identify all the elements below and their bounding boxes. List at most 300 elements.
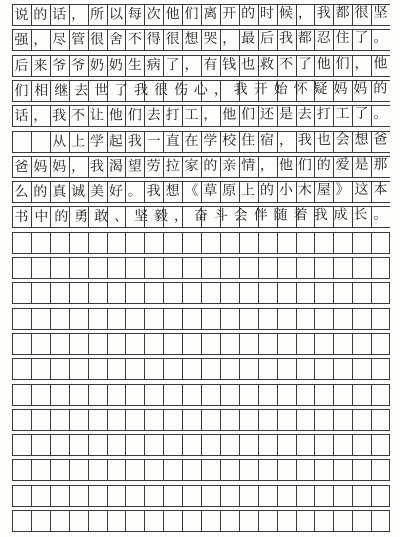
- grid-row: [12, 333, 390, 355]
- grid-cell: [371, 283, 390, 303]
- handwritten-char: 话: [14, 108, 29, 125]
- grid-cell: [182, 410, 201, 430]
- handwritten-char: 怀: [293, 81, 308, 98]
- handwritten-char: 都: [335, 4, 350, 22]
- handwritten-char: 次: [146, 6, 161, 23]
- handwritten-char: 家: [184, 157, 199, 174]
- handwritten-char: 去: [297, 106, 312, 123]
- grid-cell: [333, 486, 352, 506]
- grid-cell: [371, 334, 390, 354]
- grid-cell: [125, 486, 144, 506]
- handwritten-char: 疑: [313, 81, 328, 98]
- handwritten-char: 望: [127, 158, 142, 175]
- grid-cell: [163, 283, 182, 303]
- handwritten-char: 毅: [153, 208, 169, 225]
- grid-cell: [12, 486, 31, 506]
- grid-cell: [201, 309, 220, 329]
- grid-cell: [239, 309, 258, 329]
- grid-row: [12, 131, 390, 153]
- handwritten-char: 们: [184, 6, 199, 23]
- handwritten-char: 成: [333, 207, 348, 224]
- handwritten-char: 住: [241, 132, 256, 149]
- grid-cell: [125, 359, 144, 379]
- handwritten-char: 的: [33, 7, 48, 24]
- grid-cell: [220, 486, 239, 506]
- grid-cell: [220, 309, 239, 329]
- grid-cell: [371, 410, 390, 430]
- grid-cell: [12, 258, 31, 278]
- grid-cell: [333, 233, 352, 253]
- handwritten-char: 了: [165, 56, 180, 73]
- grid-cell: [201, 385, 220, 405]
- grid-cell: [333, 511, 352, 531]
- handwritten-char: 住: [335, 30, 350, 47]
- handwritten-char: 病: [146, 56, 161, 73]
- handwritten-char: 爸: [14, 159, 29, 176]
- grid-cell: [314, 258, 333, 278]
- grid-cell: [258, 233, 277, 253]
- handwritten-char: 勇: [74, 209, 89, 226]
- handwritten-char: [31, 131, 50, 151]
- grid-cell: [182, 435, 201, 455]
- handwritten-char: 去: [74, 82, 89, 99]
- handwritten-char: 妈: [353, 80, 368, 97]
- grid-cell: [31, 511, 50, 531]
- handwritten-char: 拉: [165, 157, 180, 175]
- handwritten-char: 都: [297, 30, 312, 47]
- grid-cell: [258, 334, 277, 354]
- handwritten-char: 打: [316, 106, 331, 123]
- grid-cell: [50, 334, 69, 354]
- handwritten-char: 这: [354, 181, 369, 199]
- grid-cell: [296, 460, 315, 480]
- grid-cell: [50, 460, 69, 480]
- handwritten-char: 想: [354, 131, 369, 148]
- grid-cell: [296, 435, 315, 455]
- handwritten-char: 心: [193, 81, 208, 98]
- grid-cell: [31, 486, 50, 506]
- grid-cell: [125, 283, 144, 303]
- grid-cell: [31, 233, 50, 253]
- handwritten-char: ，: [354, 55, 369, 72]
- grid-cell: [88, 410, 107, 430]
- grid-cell: [12, 435, 31, 455]
- handwritten-char: 工: [335, 106, 350, 123]
- handwritten-char: 直: [165, 132, 180, 149]
- grid-cell: [125, 410, 144, 430]
- grid-row: [12, 282, 390, 304]
- grid-cell: [125, 309, 144, 329]
- grid-cell: [50, 258, 69, 278]
- grid-cell: [107, 460, 126, 480]
- grid-cell: [277, 309, 296, 329]
- grid-cell: [258, 283, 277, 303]
- handwritten-char: 了: [114, 82, 129, 99]
- grid-cell: [107, 283, 126, 303]
- grid-cell: [144, 283, 163, 303]
- grid-cell: [31, 359, 50, 379]
- grid-row: [12, 510, 390, 532]
- handwritten-char: 很: [165, 31, 180, 48]
- grid-cell: [50, 435, 69, 455]
- grid-cell: [144, 258, 163, 278]
- handwritten-char: 话: [52, 6, 67, 24]
- handwritten-char: 以: [108, 6, 123, 23]
- grid-cell: [258, 385, 277, 405]
- grid-cell: [352, 486, 371, 506]
- grid-cell: [333, 460, 352, 480]
- grid-cell: [144, 410, 163, 430]
- grid-cell: [296, 309, 315, 329]
- grid-cell: [296, 385, 315, 405]
- grid-cell: [277, 460, 296, 480]
- handwritten-char: 学: [203, 132, 218, 149]
- grid-cell: [258, 460, 277, 480]
- grid-cell: [201, 435, 220, 455]
- grid-cell: [220, 435, 239, 455]
- grid-cell: [314, 486, 333, 506]
- handwritten-char: 小: [278, 182, 293, 199]
- handwritten-char: 后: [14, 57, 29, 74]
- grid-cell: [163, 258, 182, 278]
- handwritten-char: ，: [222, 31, 237, 48]
- grid-cell: [69, 385, 88, 405]
- handwritten-char: 救: [259, 56, 275, 73]
- grid-cell: [352, 359, 371, 379]
- handwritten-char: 屋: [316, 182, 331, 199]
- handwritten-char: 他: [165, 6, 180, 23]
- grid-cell: [88, 385, 107, 405]
- handwritten-char: 真: [52, 184, 67, 201]
- handwritten-char: 不: [71, 107, 86, 125]
- grid-cell: [352, 460, 371, 480]
- grid-cell: [12, 410, 31, 430]
- handwritten-char: 舍: [108, 31, 123, 48]
- handwritten-char: 在: [184, 132, 199, 149]
- handwritten-char: 我: [313, 207, 328, 224]
- grid-cell: [371, 359, 390, 379]
- handwritten-char: 的: [259, 182, 275, 199]
- grid-cell: [88, 460, 107, 480]
- grid-cell: [352, 334, 371, 354]
- handwritten-char: 们: [241, 106, 256, 123]
- handwritten-char: 么: [14, 184, 29, 201]
- grid-cell: [182, 460, 201, 480]
- grid-cell: [239, 334, 258, 354]
- grid-cell: [296, 410, 315, 430]
- grid-cell: [239, 460, 258, 480]
- handwritten-char: 亲: [222, 157, 237, 174]
- grid-cell: [163, 334, 182, 354]
- grid-cell: [69, 258, 88, 278]
- grid-cell: [125, 258, 144, 278]
- handwritten-char: ，: [278, 131, 293, 148]
- handwritten-char: ，: [184, 56, 199, 73]
- grid-cell: [163, 359, 182, 379]
- handwritten-char: ，: [173, 208, 189, 225]
- handwritten-line: [12, 102, 390, 127]
- handwritten-char: 说: [14, 7, 29, 24]
- grid-cell: [144, 385, 163, 405]
- handwritten-char: 中: [34, 209, 49, 226]
- grid-cell: [182, 385, 201, 405]
- grid-cell: [352, 435, 371, 455]
- grid-cell: [201, 511, 220, 531]
- handwritten-char: 很: [89, 31, 105, 49]
- grid-cell: [314, 385, 333, 405]
- grid-cell: [371, 486, 390, 506]
- grid-cell: [69, 359, 88, 379]
- grid-cell: [12, 359, 31, 379]
- grid-cell: [314, 359, 333, 379]
- grid-cell: [144, 309, 163, 329]
- grid-cell: [182, 233, 201, 253]
- handwritten-char: 我: [297, 131, 312, 148]
- grid-cell: [182, 511, 201, 531]
- grid-cell: [69, 283, 88, 303]
- handwritten-char: 我: [316, 5, 331, 22]
- grid-cell: [69, 435, 88, 455]
- grid-cell: [107, 435, 126, 455]
- handwritten-char: 打: [165, 107, 180, 124]
- grid-cell: [220, 359, 239, 379]
- handwritten-char: 了: [354, 30, 369, 47]
- grid-cell: [258, 435, 277, 455]
- handwritten-char: 他: [373, 55, 388, 72]
- grid-row: [12, 156, 390, 178]
- grid-cell: [50, 233, 69, 253]
- grid-cell: [144, 435, 163, 455]
- handwritten-char: ，: [259, 157, 275, 174]
- grid-cell: [239, 410, 258, 430]
- handwritten-char: ，: [33, 108, 48, 125]
- grid-row: [12, 485, 390, 507]
- handwritten-char: 妈: [52, 158, 67, 175]
- handwritten-line: [12, 152, 390, 177]
- grid-cell: [31, 410, 50, 430]
- grid-cell: [12, 233, 31, 253]
- grid-cell: [239, 486, 258, 506]
- grid-cell: [314, 511, 333, 531]
- handwritten-char: 诚: [71, 183, 86, 201]
- handwritten-line: [12, 178, 390, 203]
- handwritten-char: 原: [222, 182, 237, 199]
- grid-cell: [277, 283, 296, 303]
- grid-cell: [69, 334, 88, 354]
- grid-cell: [277, 486, 296, 506]
- grid-cell: [201, 486, 220, 506]
- grid-cell: [12, 334, 31, 354]
- grid-cell: [277, 233, 296, 253]
- handwritten-char: 工: [184, 107, 199, 124]
- handwritten-char: 离: [203, 5, 218, 22]
- grid-cell: [277, 435, 296, 455]
- grid-cell: [277, 385, 296, 405]
- handwritten-char: 还: [259, 106, 275, 123]
- handwritten-char: 很: [153, 82, 169, 99]
- grid-cell: [239, 258, 258, 278]
- grid-cell: [239, 385, 258, 405]
- handwritten-char: 长: [353, 207, 368, 224]
- handwritten-char: 。: [373, 105, 388, 122]
- handwritten-char: 上: [71, 133, 86, 150]
- grid-cell: [12, 283, 31, 303]
- grid-cell: [31, 385, 50, 405]
- handwritten-char: 奋: [193, 208, 208, 225]
- handwritten-char: 去: [146, 107, 161, 124]
- grid-cell: [163, 309, 182, 329]
- handwritten-char: 坚: [373, 4, 388, 21]
- grid-cell: [352, 410, 371, 430]
- handwritten-char: 所: [89, 6, 105, 23]
- handwritten-char: 木: [297, 182, 312, 199]
- handwritten-char: 爷: [71, 57, 86, 74]
- grid-cell: [107, 309, 126, 329]
- grid-cell: [31, 283, 50, 303]
- grid-cell: [352, 385, 371, 405]
- grid-cell: [88, 511, 107, 531]
- handwritten-char: 的: [241, 5, 256, 22]
- handwritten-char: 很: [354, 4, 369, 21]
- grid-cell: [69, 486, 88, 506]
- handwritten-char: 。: [127, 183, 142, 200]
- handwritten-char: 生: [127, 57, 142, 74]
- grid-cell: [296, 486, 315, 506]
- handwritten-char: 忍: [316, 30, 331, 47]
- grid-cell: [107, 334, 126, 354]
- handwritten-line: [12, 203, 390, 228]
- grid-row: [12, 409, 390, 431]
- handwritten-char: ，: [71, 158, 86, 175]
- grid-cell: [333, 309, 352, 329]
- grid-cell: [371, 511, 390, 531]
- grid-cell: [352, 309, 371, 329]
- grid-cell: [352, 233, 371, 253]
- handwritten-char: 始: [273, 81, 288, 98]
- handwritten-char: 爱: [335, 156, 350, 173]
- grid-row: [12, 206, 390, 228]
- grid-cell: [107, 385, 126, 405]
- grid-cell: [220, 410, 239, 430]
- grid-cell: [201, 258, 220, 278]
- grid-cell: [144, 486, 163, 506]
- grid-cell: [182, 258, 201, 278]
- grid-row: [12, 308, 390, 330]
- grid-row: [12, 29, 390, 51]
- handwritten-char: 会: [233, 208, 248, 225]
- grid-cell: [220, 385, 239, 405]
- handwritten-char: 强: [14, 32, 29, 49]
- handwritten-char: 管: [71, 32, 86, 49]
- grid-cell: [220, 233, 239, 253]
- grid-row: [12, 4, 390, 26]
- handwritten-char: 爷: [52, 57, 67, 74]
- grid-cell: [163, 460, 182, 480]
- grid-row: [12, 105, 390, 127]
- grid-cell: [88, 309, 107, 329]
- grid-row: [12, 384, 390, 406]
- grid-cell: [277, 334, 296, 354]
- grid-cell: [333, 410, 352, 430]
- handwritten-char: 。: [373, 207, 388, 224]
- grid-row: [12, 232, 390, 254]
- handwritten-char: 他: [316, 55, 331, 72]
- grid-cell: [12, 309, 31, 329]
- grid-cell: [144, 359, 163, 379]
- grid-cell: [163, 511, 182, 531]
- handwritten-char: 想: [184, 31, 199, 48]
- handwritten-char: 上: [241, 182, 256, 199]
- grid-cell: [296, 283, 315, 303]
- handwritten-char: 尽: [52, 32, 67, 49]
- handwritten-char: 校: [222, 132, 237, 149]
- grid-cell: [314, 460, 333, 480]
- grid-cell: [201, 334, 220, 354]
- handwritten-char: 随: [273, 207, 288, 224]
- handwritten-line: [12, 26, 390, 51]
- handwritten-char: 我: [127, 132, 142, 150]
- handwritten-char: 他: [278, 157, 293, 174]
- handwritten-char: 候: [278, 5, 293, 22]
- handwritten-char: 哭: [203, 31, 218, 48]
- grid-row: [12, 55, 390, 77]
- grid-row: [12, 80, 390, 102]
- grid-cell: [352, 258, 371, 278]
- grid-cell: [163, 385, 182, 405]
- grid-row: [12, 358, 390, 380]
- grid-cell: [258, 359, 277, 379]
- grid-row: [12, 257, 390, 279]
- handwritten-char: 那: [373, 156, 388, 173]
- grid-cell: [258, 410, 277, 430]
- handwritten-char: 我: [134, 82, 149, 99]
- grid-cell: [50, 385, 69, 405]
- grid-cell: [144, 460, 163, 480]
- grid-cell: [12, 511, 31, 531]
- grid-cell: [333, 258, 352, 278]
- grid-cell: [201, 233, 220, 253]
- grid-cell: [144, 233, 163, 253]
- handwritten-char: 书: [14, 209, 29, 226]
- handwritten-line: [12, 51, 390, 76]
- handwritten-line: [12, 127, 390, 152]
- handwritten-char: 来: [33, 57, 48, 74]
- handwritten-char: 奶: [108, 57, 123, 74]
- grid-cell: [371, 233, 390, 253]
- grid-cell: [50, 283, 69, 303]
- handwritten-char: 的: [54, 209, 69, 226]
- handwritten-char: 伤: [173, 81, 189, 99]
- grid-cell: [258, 486, 277, 506]
- grid-cell: [163, 486, 182, 506]
- handwritten-char: 也: [241, 56, 256, 73]
- handwritten-char: 《: [184, 183, 199, 200]
- grid-cell: [333, 334, 352, 354]
- handwritten-char: 的: [203, 157, 218, 174]
- handwritten-char: ，: [203, 107, 218, 124]
- grid-cell: [277, 258, 296, 278]
- grid-cell: [201, 283, 220, 303]
- grid-cell: [163, 410, 182, 430]
- handwritten-char: 美: [89, 183, 105, 200]
- grid-cell: [333, 435, 352, 455]
- grid-cell: [314, 233, 333, 253]
- handwritten-char: 时: [259, 5, 275, 22]
- handwritten-char: 草: [203, 182, 218, 200]
- handwritten-char: 让: [89, 107, 105, 124]
- handwritten-char: 我: [233, 81, 248, 98]
- grid-cell: [88, 486, 107, 506]
